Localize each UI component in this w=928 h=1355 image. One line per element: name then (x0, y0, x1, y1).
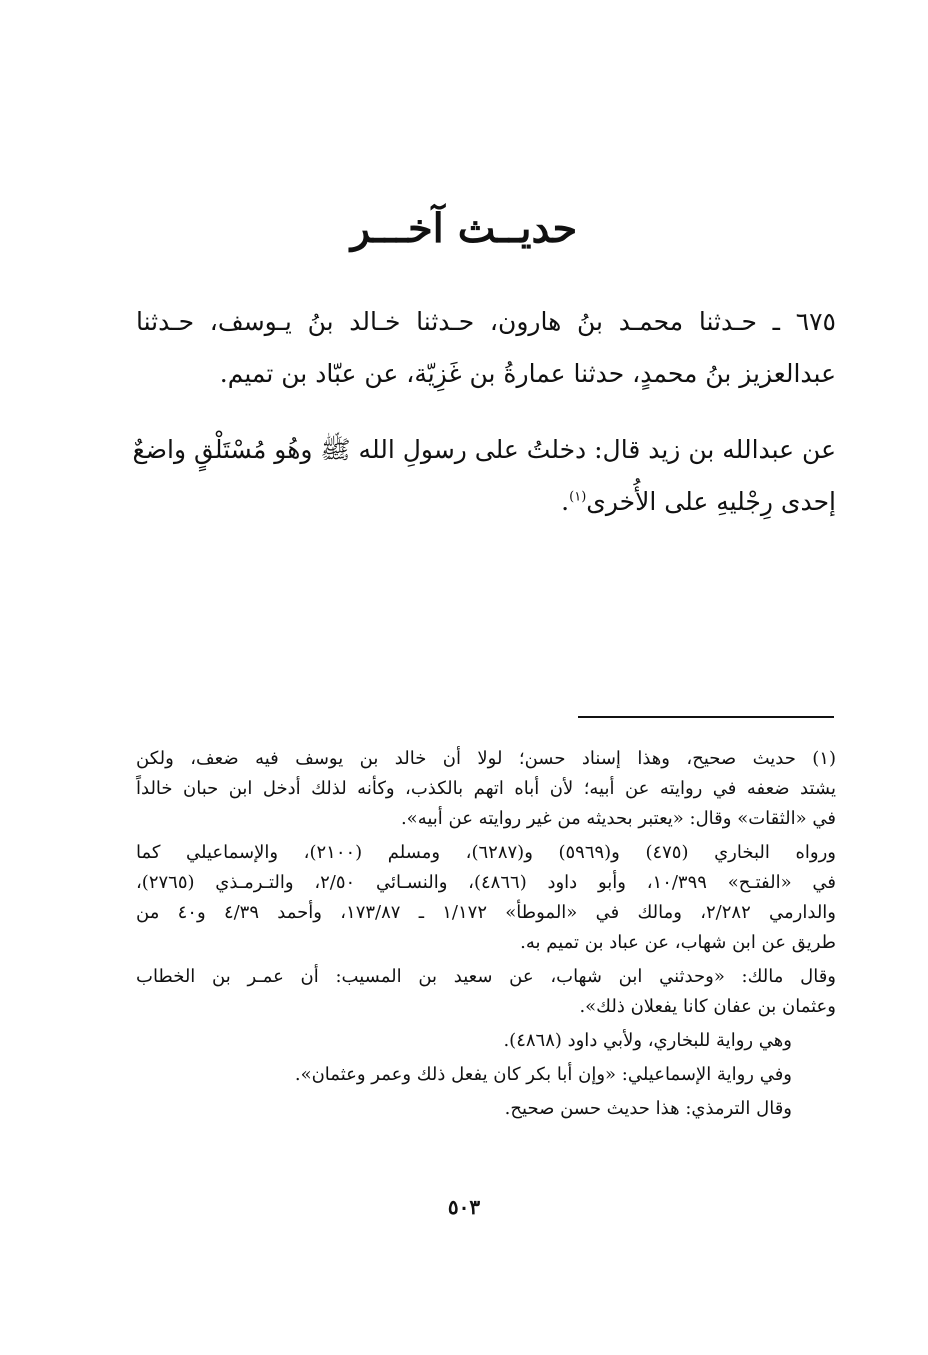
footnote-separator (578, 716, 834, 718)
footnote-line: والدارمي ٢/٢٨٢، ومالك في «الموطأ» ١/١٧٢ ـ ١٧٣/٨٧، وأحمد ٤/٣٩ و٤٠ من (136, 902, 836, 923)
isnad-line: ٦٧٥ ـ حـدثنا محمـد بنُ هارون، حـدثنا خـالد بنُ يـوسف، حـدثنا (136, 307, 836, 336)
matn-line: عن عبدالله بن زيد قال: دخلتُ على رسولِ الله ﷺ وهُو مُسْتَلْقٍ واضعٌ (132, 435, 836, 464)
page-number: ٥٠٣ (447, 1195, 481, 1219)
footnote-paragraph (136, 1060, 836, 1090)
footnote-line: وعثمان بن عفان كانا يفعلان ذلك». (579, 996, 836, 1017)
footnote-paragraph (136, 744, 836, 834)
footnote-marker: (١) (569, 489, 587, 505)
footnote-line: في «الفتـح» ١٠/٣٩٩، وأبو داود (٤٨٦٦)، والنسـائي ٢/٥٠، والتـرمـذي (٢٧٦٥)، (136, 872, 837, 893)
footnote-line: طريق عن ابن شهاب، عن عباد بن تميم به. (520, 932, 836, 953)
footnote-line: ورواه البخاري (٤٧٥) و(٥٩٦٩) و(٦٢٨٧)، ومسلم (٢١٠٠)، والإسماعيلي كما (136, 842, 836, 863)
isnad-line: عبدالعزيز بنُ محمدٍ، حدثنا عمارةُ بن غَزِيّة، عن عبّاد بن تميم. (219, 359, 836, 388)
matn-text: إحدى رِجْليهِ على الأُخرى (586, 487, 836, 516)
footnote-paragraph (136, 962, 836, 1022)
matn-end: . (561, 487, 570, 516)
matn-line-last (136, 476, 836, 528)
footnote-paragraph (136, 1026, 836, 1056)
footnote-line: وقال الترمذي: هذا حديث حسن صحيح. (504, 1098, 792, 1119)
hadith-matn (132, 424, 836, 528)
section-heading: حديــث آخـــر (350, 205, 578, 252)
footnote-line: (١) حديث صحيح، وهذا إسناد حسن؛ لولا أن خالد بن يوسف فيه ضعف، ولكن (136, 748, 836, 769)
footnote-line: وقال مالك: «وحدثني ابن شهاب، عن سعيد بن المسيب: أن عمـر بن الخطاب (136, 966, 836, 987)
footnote-line: في «الثقات» وقال: «يعتبر بحديثه من غير روايته عن أبيه». (400, 808, 836, 829)
footnote-line: وهي رواية للبخاري، ولأبي داود (٤٨٦٨). (503, 1030, 792, 1051)
footnote-line: وفي رواية الإسماعيلي: «وإن أبا بكر كان يفعل ذلك وعمر وعثمان». (294, 1064, 792, 1085)
hadith-isnad (136, 296, 836, 400)
footnote-paragraph (136, 838, 836, 958)
footnote-line: يشتد ضعفه في روايته عن أبيه؛ لأن أباه اتهم بالكذب، وكأنه لذلك أدخل ابن حبان خالداً (136, 778, 836, 799)
footnotes (136, 744, 836, 1128)
footnote-paragraph (136, 1094, 836, 1124)
